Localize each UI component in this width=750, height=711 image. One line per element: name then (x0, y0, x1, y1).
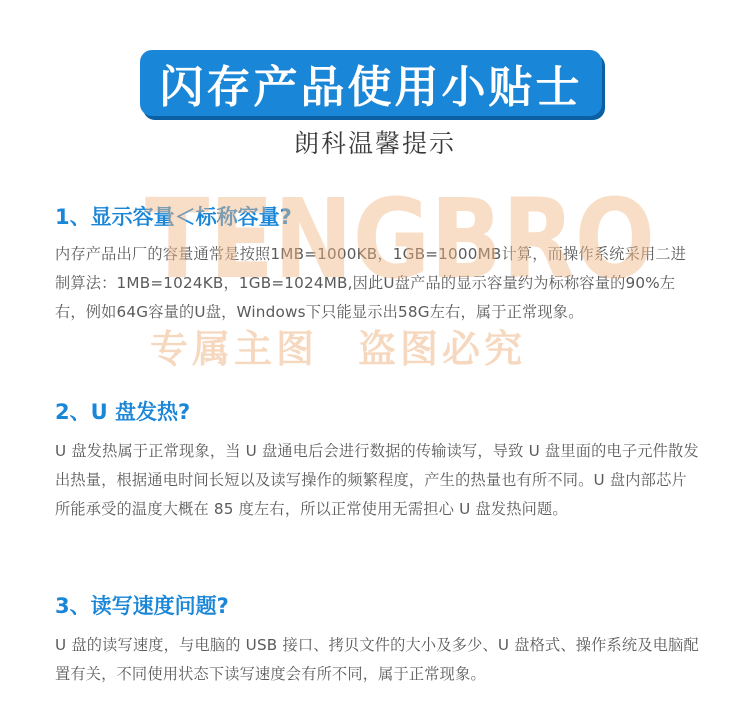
tip-heading: 2、U 盘发热? (55, 400, 191, 424)
tip-body: 内存产品出厂的容量通常是按照1MB=1000KB，1GB=1000MB计算，而操作系统采用二进制算法：1MB=1024KB，1GB=1024MB,因此U盘产品的显示容量约为标称容量的90%左右，例如64G容量的U盘，Windows下只能显示出58G左右，属于正常现象。 (55, 245, 687, 322)
watermark-notice-left: 专属主图 (150, 326, 319, 371)
brand-watermark-text: TENGBRO (145, 183, 655, 293)
watermark-notice-right: 盗图必究 (358, 326, 527, 371)
page-title: 闪存产品使用小贴士 (159, 62, 583, 113)
tip-section-capacity (55, 205, 700, 327)
title-banner (140, 50, 602, 116)
page-subtitle: 朗科温馨提示 (293, 129, 456, 158)
tip-heading: 3、读写速度问题? (55, 594, 229, 618)
tip-heading: 1、显示容量＜标称容量? (55, 205, 292, 229)
tip-section-speed (55, 594, 700, 689)
tip-body: U 盘发热属于正常现象，当 U 盘通电后会进行数据的传输读写，导致 U 盘里面的电子元件散发出热量，根据通电时间长短以及读写操作的频繁程度，产生的热量也有所不同。U 盘内部芯片所能承受的温度大概在 85 度左右，所以正常使用无需担心 U 盘发热问题。 (55, 442, 699, 519)
tip-body: U 盘的读写速度，与电脑的 USB 接口、拷贝文件的大小及多少、U 盘格式、操作系统及电脑配置有关，不同使用状态下读写速度会有所不同，属于正常现象。 (55, 636, 699, 684)
tip-section-heat (55, 400, 700, 524)
